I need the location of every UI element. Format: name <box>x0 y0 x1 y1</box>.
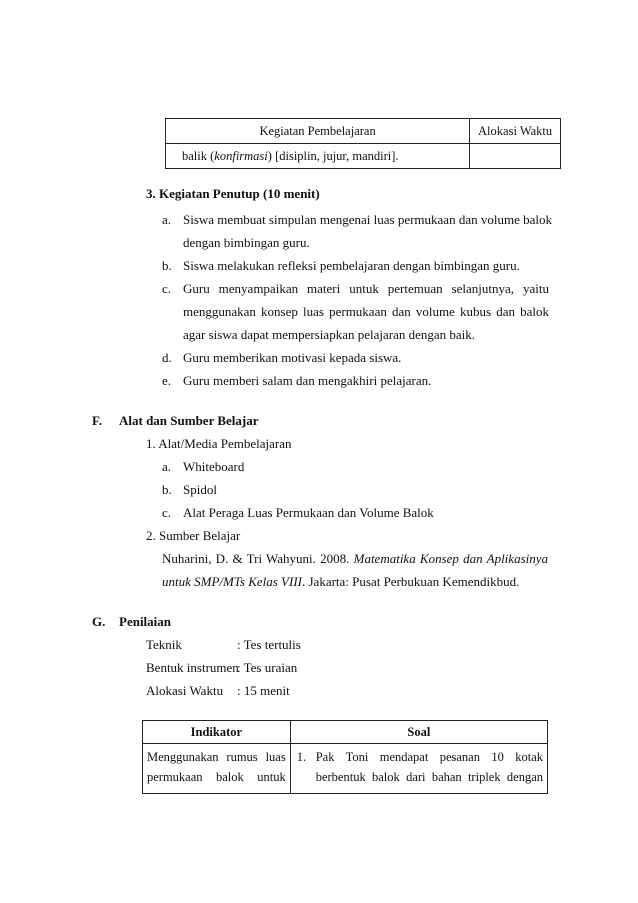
indicator-header: Indikator <box>143 721 291 744</box>
media-item-b-marker: b. <box>162 482 172 497</box>
section-g-title: Penilaian <box>119 614 172 629</box>
technique-label: Teknik <box>146 637 182 652</box>
question-header: Soal <box>290 721 547 744</box>
closing-item-a-line1: Siswa membuat simpulan mengenai luas permukaan dan volume balok <box>183 212 552 227</box>
section-f-letter: F. <box>92 413 102 428</box>
closing-item-c-line2: menggunakan konsep luas permukaan dan volume kubus dan balok <box>183 304 549 319</box>
media-item-a: Whiteboard <box>183 459 245 474</box>
reference-line1: Nuharini, D. & Tri Wahyuni. 2008. Matematika Konsep dan Aplikasinya <box>162 551 549 566</box>
closing-item-d-marker: d. <box>162 350 172 365</box>
media-item-b: Spidol <box>183 482 217 497</box>
media-item-c-marker: c. <box>162 505 172 520</box>
instrument-value: : Tes uraian <box>237 660 298 675</box>
closing-item-e-line1: Guru memberi salam dan mengakhiri pelajaran. <box>183 373 432 388</box>
closing-item-c-line1: Guru menyampaikan materi untuk pertemuan selanjutnya, yaitu <box>183 281 549 296</box>
source-subheading: 2. Sumber Belajar <box>146 528 241 543</box>
activity-table <box>165 118 561 169</box>
time-header: Alokasi Waktu <box>470 119 561 144</box>
reference-line2: untuk SMP/MTs Kelas VIII. Jakarta: Pusat Perbukuan Kemendikbud. <box>162 574 520 589</box>
time-cell <box>470 144 561 169</box>
closing-item-b-line1: Siswa melakukan refleksi pembelajaran dengan bimbingan guru. <box>183 258 520 273</box>
closing-item-a-marker: a. <box>162 212 172 227</box>
closing-item-b-marker: b. <box>162 258 172 273</box>
closing-item-e-marker: e. <box>162 373 172 388</box>
assessment-table <box>142 720 548 794</box>
closing-item-a-line2: dengan bimbingan guru. <box>183 235 310 250</box>
technique-value: : Tes tertulis <box>237 637 301 652</box>
time-allocation-label: Alokasi Waktu <box>146 683 224 698</box>
closing-activities-heading: 3. Kegiatan Penutup (10 menit) <box>146 186 320 201</box>
section-g-letter: G. <box>92 614 106 629</box>
activity-header: Kegiatan Pembelajaran <box>166 119 470 144</box>
indicator-cell: Menggunakan rumus luas permukaan balok untuk <box>143 744 291 794</box>
closing-item-d-line1: Guru memberikan motivasi kepada siswa. <box>183 350 402 365</box>
closing-item-c-marker: c. <box>162 281 172 296</box>
activity-cell: balik (konfirmasi) [disiplin, jujur, mandiri]. <box>166 144 470 169</box>
section-f-title: Alat dan Sumber Belajar <box>119 413 259 428</box>
instrument-label: Bentuk instrumen <box>146 660 239 675</box>
closing-item-c-line3: agar siswa dapat mempersiapkan pelajaran dengan baik. <box>183 327 476 342</box>
media-item-a-marker: a. <box>162 459 172 474</box>
media-subheading: 1. Alat/Media Pembelajaran <box>146 436 292 451</box>
question-cell: 1. Pak Toni mendapat pesanan 10 kotak berbentuk balok dari bahan triplek dengan <box>290 744 547 794</box>
question-number: 1. <box>296 750 307 764</box>
media-item-c: Alat Peraga Luas Permukaan dan Volume Balok <box>183 505 434 520</box>
time-allocation-value: : 15 menit <box>237 683 290 698</box>
